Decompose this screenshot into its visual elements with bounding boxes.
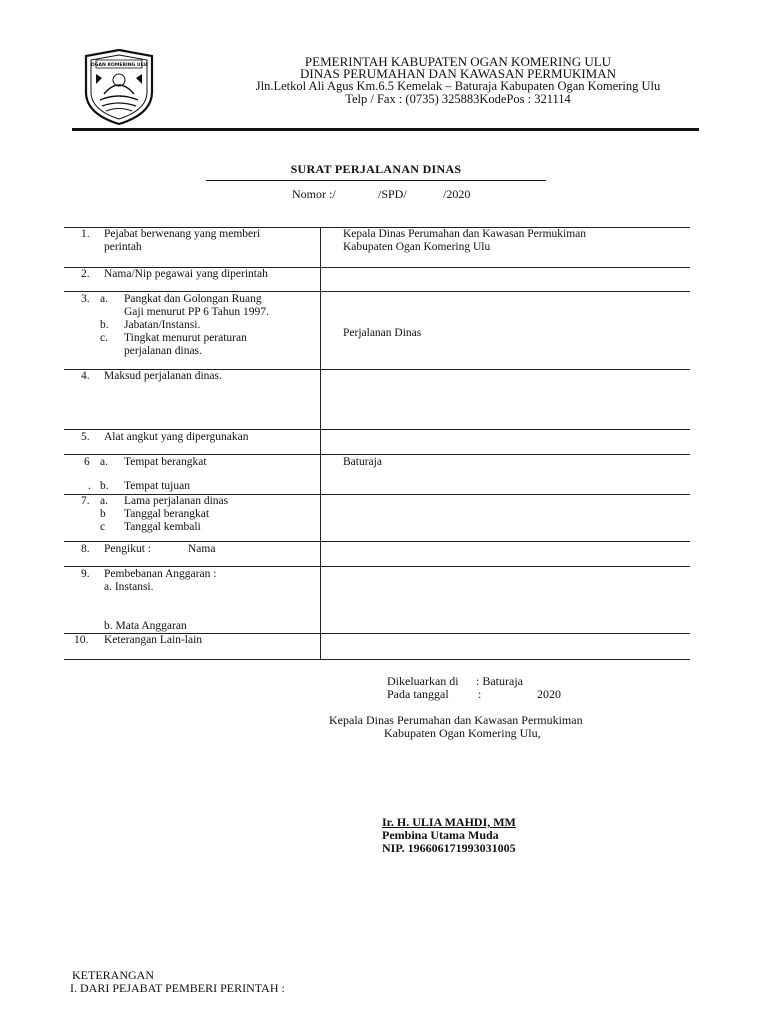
header-address-line: Jln.Letkol Ali Agus Km.6.5 Kemelak – Baturaja Kabupaten Ogan Komering Ulu bbox=[255, 79, 661, 93]
document-title: SURAT PERJALANAN DINAS bbox=[290, 162, 462, 176]
header-department-line: DINAS PERUMAHAN DAN KAWASAN PERMUKIMAN bbox=[299, 66, 617, 81]
row-value: Baturaja bbox=[343, 456, 382, 468]
row-sub-a-text: Lama perjalanan dinas bbox=[124, 495, 229, 507]
row-sub-b-text: Jabatan/Instansi. bbox=[124, 319, 201, 331]
row-value-empty bbox=[321, 370, 691, 430]
row-value-empty bbox=[321, 495, 691, 542]
row-number: 2. bbox=[81, 268, 90, 280]
emblem-banner-text: OGAN KOMERING ULU bbox=[90, 63, 148, 69]
row-label-name: Nama bbox=[188, 543, 216, 555]
row-label-cont: perintah bbox=[104, 241, 142, 253]
row-sub-c-text: Tanggal kembali bbox=[124, 521, 201, 533]
row-number: 3. bbox=[81, 293, 90, 305]
row-value: Kepala Dinas Perumahan dan Kawasan Permukiman bbox=[343, 228, 587, 240]
row-sub-c: c. bbox=[100, 332, 108, 344]
table-row bbox=[64, 268, 690, 292]
row-label: Maksud perjalanan dinas. bbox=[104, 370, 222, 382]
issued-date-year: 2020 bbox=[537, 687, 561, 701]
row-number: 6 bbox=[84, 456, 90, 468]
issued-date-label: Pada tanggal bbox=[387, 687, 449, 701]
row-number: 7. bbox=[81, 495, 90, 507]
title-underline bbox=[206, 180, 546, 181]
row-label: Alat angkut yang dipergunakan bbox=[104, 431, 249, 443]
row-number: 10. bbox=[74, 634, 89, 646]
row-sub-a: a. bbox=[100, 293, 108, 305]
header-government-line: PEMERINTAH KABUPATEN OGAN KOMERING ULU bbox=[304, 54, 612, 69]
nomor-label: Nomor :/ bbox=[292, 187, 336, 201]
row-sub-b-text: Tanggal berangkat bbox=[124, 508, 210, 520]
issued-place-label: Dikeluarkan di bbox=[387, 674, 459, 688]
row-value-cont: Kabupaten Ogan Komering Ulu bbox=[343, 241, 491, 253]
header-contact-line: Telp / Fax : (0735) 325883KodePos : 321114 bbox=[345, 92, 571, 106]
row-sub-a: a. bbox=[100, 456, 108, 468]
table-row bbox=[64, 495, 690, 542]
row-value-empty bbox=[321, 634, 691, 660]
row-value-empty bbox=[321, 567, 691, 634]
row-sub-b: b. bbox=[100, 480, 109, 492]
signer-nip: NIP. 196606171993031005 bbox=[382, 841, 516, 855]
row-number: 4. bbox=[81, 370, 90, 382]
nomor-spd: /SPD/ bbox=[378, 187, 407, 201]
row-label: Pembebanan Anggaran : bbox=[104, 568, 217, 580]
row-dot: . bbox=[88, 480, 91, 492]
row-sub-c-text-cont: perjalanan dinas. bbox=[124, 345, 202, 357]
table-row bbox=[64, 228, 690, 268]
issuing-office-line1: Kepala Dinas Perumahan dan Kawasan Permukiman bbox=[329, 713, 583, 727]
row-sub-b: b. bbox=[100, 319, 109, 331]
notes-item-1: I. DARI PEJABAT PEMBERI PERINTAH : bbox=[70, 981, 285, 995]
notes-heading: KETERANGAN bbox=[72, 968, 154, 982]
signer-name: Ir. H. ULIA MAHDI, MM bbox=[382, 815, 516, 829]
row-sub-b: b. Mata Anggaran bbox=[104, 620, 187, 632]
row-value: Perjalanan Dinas bbox=[343, 327, 422, 339]
row-sub-c: c bbox=[100, 521, 106, 533]
row-sub-b-text: Tempat tujuan bbox=[124, 480, 190, 492]
header-divider bbox=[72, 128, 699, 131]
row-label: Keterangan Lain-lain bbox=[104, 634, 203, 646]
row-number: 8. bbox=[81, 543, 90, 555]
table-row bbox=[64, 292, 690, 370]
nomor-year: /2020 bbox=[443, 187, 471, 201]
row-number: 1. bbox=[81, 228, 90, 240]
row-value-empty bbox=[321, 430, 691, 455]
row-label: Pengikut : bbox=[104, 543, 151, 555]
issued-place-value: : Baturaja bbox=[476, 674, 523, 688]
row-label: Pejabat berwenang yang memberi bbox=[104, 228, 261, 240]
issued-date-colon: : bbox=[478, 687, 482, 701]
table-row bbox=[64, 567, 690, 634]
row-sub-a-text: Pangkat dan Golongan Ruang bbox=[124, 293, 262, 305]
row-sub-a: a. Instansi. bbox=[104, 581, 154, 593]
signer-rank: Pembina Utama Muda bbox=[382, 828, 499, 842]
issuing-office-line2: Kabupaten Ogan Komering Ulu, bbox=[384, 726, 541, 740]
travel-order-form-table bbox=[64, 227, 690, 660]
row-sub-a-text: Tempat berangkat bbox=[124, 456, 207, 468]
row-value-empty bbox=[321, 542, 691, 567]
row-number: 9. bbox=[81, 568, 90, 580]
row-number: 5. bbox=[81, 431, 90, 443]
row-sub-b: b bbox=[100, 508, 106, 520]
table-row bbox=[64, 370, 690, 430]
table-row bbox=[64, 430, 690, 455]
table-row bbox=[64, 455, 690, 495]
row-value-empty bbox=[321, 268, 691, 292]
table-row bbox=[64, 542, 690, 567]
row-sub-a: a. bbox=[100, 495, 108, 507]
table-row bbox=[64, 634, 690, 660]
row-sub-a-text-cont: Gaji menurut PP 6 Tahun 1997. bbox=[124, 306, 269, 318]
row-label: Nama/Nip pegawai yang diperintah bbox=[104, 268, 268, 280]
row-sub-c-text: Tingkat menurut peraturan bbox=[124, 332, 247, 344]
